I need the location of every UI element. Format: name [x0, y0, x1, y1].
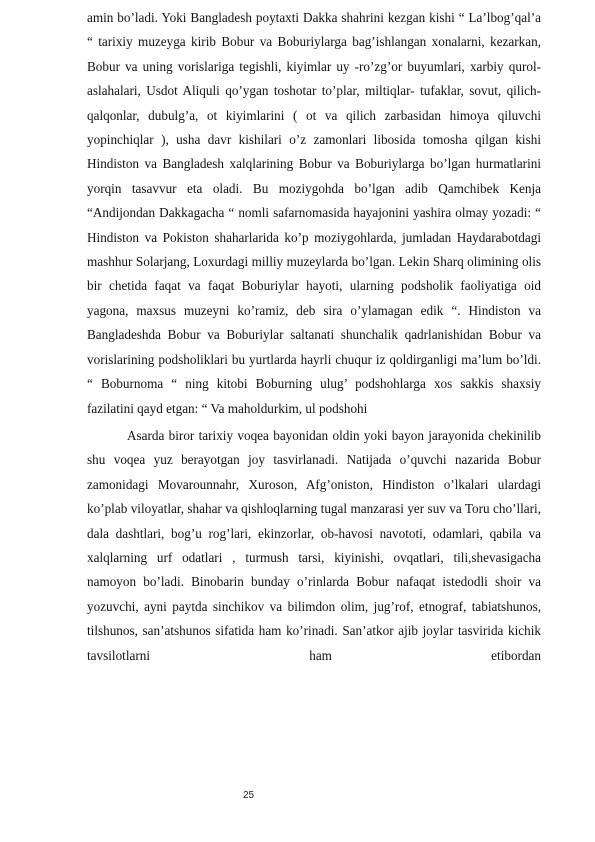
paragraph-1: amin bo’ladi. Yoki Bangladesh poytaxti Dakka shahrini kezgan kishi “ La’lbog’qal’a “ tarixiy muzeyga kirib Bobur va Boburiylarga bag’ishlangan xonalarni, kezarkan, Bobur va uning vorislariga tegishli, kiyimlar uy -ro’zg’or buyumlari, xarbiy qurol- aslahalari, Usdot Aliquli qo’ygan toshotar to’plar, miltiqlar- tufaklar, sovut, qilich-qalqonlar, dubulg’a, ot kiyimlarini ( ot va qilich zarbasidan himoya qiluvchi yopinchiqlar ), usha davr kishilari o’z zamonlari libosida tomosha qilgan kishi Hindiston va Bangladesh xalqlarining Bobur va Boburiylarga bo’lgan hurmatlarini yorqin tasavvur eta oladi. Bu moziygohda bo’lgan adib Qamchibek Kenja “Andijondan Dakkagacha “ nomli safarnomasida hayajonini yashira olmay yozadi: “ Hindiston va Pokiston shaharlarida ko’p moziygohlarda, jumladan Haydarabotdagi mashhur Solarjang, Loxurdagi milliy muzeylarda bo’lgan. Lekin Sharq olimining olis bir chetida faqat va faqat Boburiylar hayoti, ularning podsholik faoliyatiga oid yagona, maxsus muzeyni ko’ramiz, deb sira o’ylamagan edik “. Hindiston va Bangladeshda Bobur va Boburiylar saltanati shunchalik qadrlanishidan Bobur va vorislarining podsholiklari bu yurtlarda hayrli chuqur iz qoldirganligi ma’lum bo’ldi. “ Boburnoma “ ning kitobi Boburning ulug’ podshohlarga xos sakkis shaxsiy fazilatini qayd etgan: “ Va maholdurkim, ul podshohi — [87, 10, 541, 416]
paragraph-2: Asarda biror tarixiy voqea bayonidan oldin yoki bayon jarayonida chekinilib shu voqea yuz berayotgan joy tasvirlanadi. Natijada o’quvchi nazarida Bobur zamonidagi Movarounnahr, Xuroson, Afg’oniston, Hindiston o’lkalari ulardagi ko’plab viloyatlar, shahar va qishloqlarning tugal manzarasi yer suv va Toru cho’llari, dala dashtlari, bog’u rog’lari, ekinzorlar, ob-havosi navototi, odamlari, qabila va xalqlarning urf odatlari , turmush tarsi, kiyinishi, ovqatlari, tili,shevasigacha namoyon bo’ladi. Binobarin bunday o’rinlarda Bobur nafaqat istedodli shoir va yozuvchi, ayni paytda sinchikov va bilimdon olim, jug’rof, etnograf, tabiatshunos, tilshunos, san’atshunos sifatida ham ko’rinadi. San’atkor ajib joylar tasvirida kichik tavsilotlarni ham etibordan — [87, 427, 541, 663]
text-body — [87, 6, 541, 668]
page-number: 25 — [243, 790, 255, 801]
